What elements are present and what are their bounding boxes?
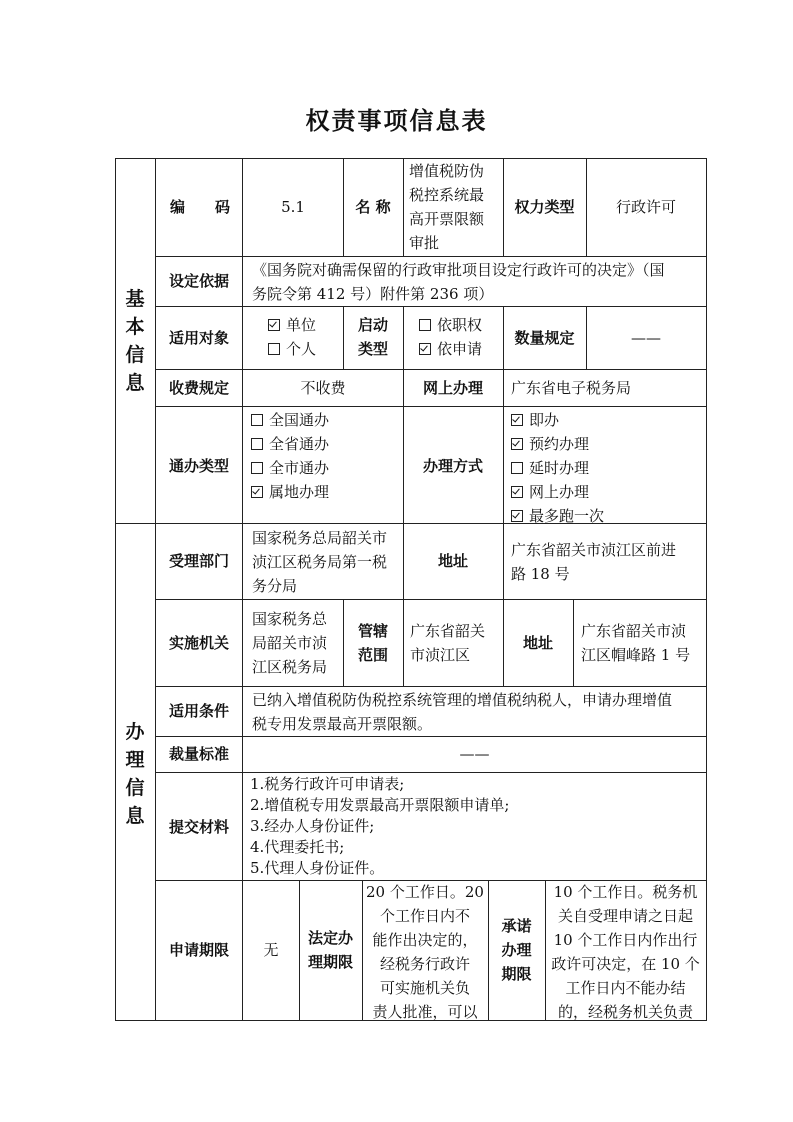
materials-label: 提交材料 <box>168 818 229 836</box>
fee-label: 收费规定 <box>168 379 229 397</box>
page-title: 权责事项信息表 <box>305 106 488 135</box>
method-option-instant[interactable]: 即办 <box>511 408 604 432</box>
scope-label: 管辖 范围 <box>357 622 388 664</box>
tongban-label: 通办类型 <box>168 457 229 475</box>
method-options <box>511 408 604 528</box>
checkbox-checked-icon <box>511 486 523 498</box>
agency-value: 国家税务总 局韶关市浈 江区税务局 <box>252 610 328 676</box>
legal-period-value: 20 个工作日。20 个工作日内不 能作出决定的， 经税务行政许 可实施机关负 责人批准，可以 <box>366 883 484 1021</box>
checkbox-empty-icon <box>268 343 280 355</box>
list-item: 3.经办人身份证件; <box>250 817 375 835</box>
checkbox-empty-icon <box>251 438 263 450</box>
start-options <box>419 313 482 361</box>
target-option-unit[interactable]: 单位 <box>268 313 316 337</box>
scope-value: 广东省韶关 市浈江区 <box>410 622 486 664</box>
legal-period-label: 法定办 理期限 <box>307 929 353 971</box>
name-value: 增值税防伪 税控系统最 高开票限额 审批 <box>409 162 485 252</box>
method-option-delayed[interactable]: 延时办理 <box>511 456 604 480</box>
power-type-label: 权力类型 <box>514 198 575 216</box>
condition-value: 已纳入增值税防伪税控系统管理的增值税纳税人，申请办理增值 税专用发票最高开票限额。 <box>252 691 673 733</box>
quantity-value: —— <box>631 329 661 347</box>
checkbox-checked-icon <box>419 343 431 355</box>
checkbox-checked-icon <box>511 510 523 522</box>
period-label: 申请期限 <box>168 941 229 959</box>
period-value: 无 <box>263 941 279 959</box>
quantity-label: 数量规定 <box>514 329 575 347</box>
dept-address-label: 地址 <box>437 552 468 570</box>
checkbox-checked-icon <box>511 414 523 426</box>
start-type-label: 启动 类型 <box>357 316 388 358</box>
basis-label: 设定依据 <box>168 272 229 290</box>
method-option-online[interactable]: 网上办理 <box>511 480 604 504</box>
online-label: 网上办理 <box>422 379 483 397</box>
tongban-options <box>251 408 329 504</box>
agency-address-label: 地址 <box>522 634 553 652</box>
checkbox-empty-icon <box>419 319 431 331</box>
promise-period-value: 10 个工作日。税务机 关自受理申请之日起 10 个工作日内作出行 政许可决定，在 10 个 工作日内不能办结 的，经税务机关负责 <box>551 883 700 1021</box>
target-label: 适用对象 <box>168 329 229 347</box>
list-item: 4.代理委托书; <box>250 838 345 856</box>
checkbox-empty-icon <box>251 414 263 426</box>
dept-value: 国家税务总局韶关市 浈江区税务局第一税 务分局 <box>252 529 388 595</box>
materials-list <box>250 774 509 879</box>
dept-address-value: 广东省韶关市浈江区前进 路 18 号 <box>511 541 677 583</box>
basis-value: 《国务院对确需保留的行政审批项目设定行政许可的决定》（国 务院令第 412 号）附件第 236 项） <box>252 261 665 303</box>
checkbox-checked-icon <box>251 486 263 498</box>
code-value: 5.1 <box>281 198 305 216</box>
fee-value: 不收费 <box>300 379 346 397</box>
list-item: 5.代理人身份证件。 <box>250 859 385 877</box>
standard-label: 裁量标准 <box>168 745 229 763</box>
checkbox-empty-icon <box>251 462 263 474</box>
start-option-ex-officio[interactable]: 依职权 <box>419 313 482 337</box>
checkbox-empty-icon <box>511 462 523 474</box>
agency-address-value: 广东省韶关市浈 江区帽峰路 1 号 <box>581 622 691 664</box>
code-label-b: 码 <box>215 198 231 216</box>
section-basic-info: 基 本 信 息 <box>125 288 145 394</box>
checkbox-checked-icon <box>511 438 523 450</box>
tongban-option-province[interactable]: 全省通办 <box>251 432 329 456</box>
condition-label: 适用条件 <box>168 702 229 720</box>
list-item: 2.增值税专用发票最高开票限额申请单; <box>250 796 510 814</box>
agency-label: 实施机关 <box>168 634 229 652</box>
tongban-option-local[interactable]: 属地办理 <box>251 480 329 504</box>
method-label: 办理方式 <box>422 457 483 475</box>
power-type-value: 行政许可 <box>615 198 676 216</box>
target-option-person[interactable]: 个人 <box>268 337 316 361</box>
list-item: 1.税务行政许可申请表; <box>250 775 405 793</box>
code-label-a: 编 <box>170 198 186 216</box>
promise-period-label: 承诺 办理 期限 <box>501 917 532 983</box>
section-handle-info: 办 理 信 息 <box>125 721 145 827</box>
start-option-on-application[interactable]: 依申请 <box>419 337 482 361</box>
method-option-appointment[interactable]: 预约办理 <box>511 432 604 456</box>
name-label: 名 称 <box>355 198 391 216</box>
checkbox-checked-icon <box>268 319 280 331</box>
target-options <box>268 313 316 361</box>
tongban-option-city[interactable]: 全市通办 <box>251 456 329 480</box>
tongban-option-national[interactable]: 全国通办 <box>251 408 329 432</box>
standard-value: —— <box>459 745 490 763</box>
method-option-once[interactable]: 最多跑一次 <box>511 504 604 528</box>
dept-label: 受理部门 <box>168 552 229 570</box>
online-value: 广东省电子税务局 <box>511 379 632 397</box>
